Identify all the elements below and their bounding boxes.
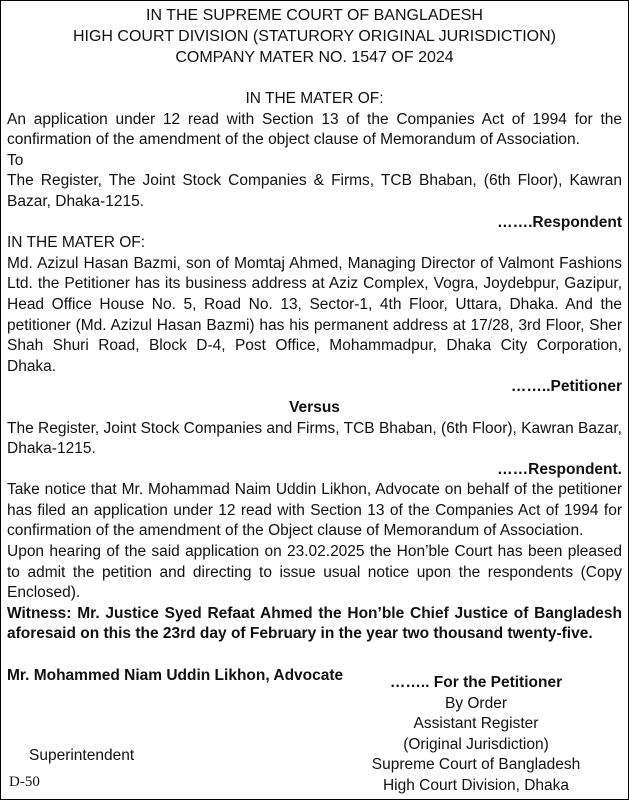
supreme-court-name: Supreme Court of Bangladesh [371,756,581,773]
versus-label: Versus [289,398,340,416]
notice-header [1,5,628,68]
witness-statement: Witness: Mr. Justice Syed Refaat Ahmed the Hon’ble Chief Justice of Bangladesh aforesaid on this the 23rd day of February in the year two thousand twenty-five. [7,604,622,643]
division-name: HIGH COURT DIVISION (STATURORY ORIGINAL JURISDICTION) [72,28,556,45]
respondent-label-1: …….Respondent [497,213,622,231]
assistant-register: Assistant Register [413,715,539,732]
notice-paragraph-2: Upon hearing of the said application on 23.02.2025 the Hon’ble Court has been pleased to admit the petition and directing to issue usual notice upon the respondents (Copy Enclosed). [7,543,622,602]
for-petitioner: …….. For the Petitioner [389,674,563,691]
notice-paragraph-1: Take notice that Mr. Mohammad Naim Uddin Likhon, Advocate on behalf of the petitioner has filed an application under 12 read with Section 13 of the Companies Act of 1994 for confirmation of the amendment of the Object clause of Memorandum of Association. [7,481,622,540]
advocate-name: Mr. Mohammed Niam Uddin Likhon, Advocate [7,667,344,685]
matter-heading-1: IN THE MATER OF: [245,90,384,107]
petitioner-label: ……..Petitioner [510,378,622,396]
respondent-label-2: ……Respondent. [497,460,622,478]
matter-1-text: An application under 12 read with Section 13 of the Companies Act of 1994 for the confirmation of the amendment of the object clause of Memorandum of Association. [7,110,622,149]
versus-address: The Register, Joint Stock Companies and Firms, TCB Bhaban, (6th Floor), Kawran Bazar, Dhaka-1215. [7,419,622,458]
petitioner-details: Md. Azizul Hasan Bazmi, son of Momtaj Ahmed, Managing Director of Valmont Fashions Ltd. the Petitioner has its business address at Aziz Complex, Vogra, Joydebpur, Gazipur, Head Office House No. 5, Road No. 13, Sector-1, 4th Floor, Uttara, Dhaka. And the petitioner (Md. Azizul Hasan Bazmi) has his permanent address at 17/28, 3rd Floor, Sher Shah Shuri Road, Block D-4, Post Office, Mohammadpur, Dhaka City Corporation, Dhaka. [7,254,622,375]
original-jurisdiction: (Original Jurisdiction) [403,735,549,753]
matter-heading-2: IN THE MATER OF: [7,234,146,252]
notice-code: D-50 [9,774,40,790]
to-address: The Register, The Joint Stock Companies & Firms, TCB Bhaban, (6th Floor), Kawran Bazar, Dhaka-1215. [7,172,622,210]
court-name: IN THE SUPREME COURT OF BANGLADESH [146,7,483,24]
superintendent-label: Superintendent [29,747,135,764]
signature-block [331,673,621,796]
matter-number: COMPANY MATER NO. 1547 OF 2024 [175,49,454,66]
by-order: By Order [444,694,507,712]
to-label: To [7,151,24,169]
high-court-division: High Court Division, Dhaka [382,776,570,794]
